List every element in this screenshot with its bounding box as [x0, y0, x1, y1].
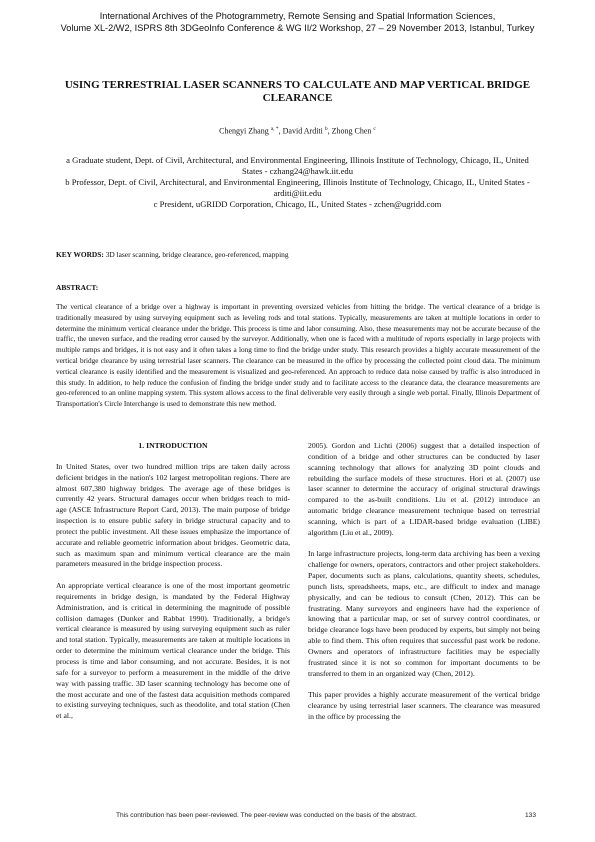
header-line-1: International Archives of the Photogrammetry, Remote Sensing and Spatial Information Sciences,	[99, 11, 496, 21]
keywords-text: 3D laser scanning, bridge clearance, geo-referenced, mapping	[105, 250, 289, 259]
body-column-left	[56, 441, 290, 733]
author-name: Zhong Chen	[331, 126, 372, 136]
body-paragraph: 2005). Gordon and Lichti (2006) suggest that a detailed inspection of condition of a bridge and other structures can be conducted by laser scanning technology that allows for analyzing 3D point clouds and rebuilding the surface models of these structures. Hori et al. (2007) use laser scanner to determine the accuracy of original structural drawings compared to the as-built conditions. Liu et al. (2012) introduce an automatic bridge clearance measurement technique based on terrestrial scanning, which is part of a LIDAR-based bridge evaluation (LIBE) algorithm (Liu et al., 2009).	[308, 441, 540, 537]
keywords-label: KEY WORDS:	[56, 250, 104, 259]
affiliation-b: b Professor, Dept. of Civil, Architectural, and Environmental Engineering, Illinois Institute of Technology, Chicago, IL, United States - arditi@iit.edu	[65, 177, 530, 198]
author-list: Chengyi Zhang $^{a, *}$, David Arditi $^b$, Zhong Chen $^c$	[219, 126, 376, 136]
running-header	[0, 10, 595, 34]
page-footer	[116, 812, 536, 819]
body-paragraph: An appropriate vertical clearance is one of the most important geometric requirements in bridge design, is mandated by the Federal Highway Administration, and is critical in determining the magnitude of possible collision damages (Dunker and Rabbat 1990). Traditionally, a bridge's vertical clearance is measured by using surveying equipment such as ruler and total station. Typically, measurements are taken at multiple locations in order to determine the minimum vertical clearance under the bridge. This process is time and labor consuming, and not accurate. Besides, it is not safe for a surveyor to perform a measurement in the middle of the drive way with passing traffic. 3D laser scanning technology has become one of the most accurate and one of the fastest data acquisition methods compared to existing surveying techniques, such as theodolite, and total station (Chen et al.,	[56, 581, 290, 721]
abstract-text: The vertical clearance of a bridge over a highway is important in preventing oversized vehicles from hitting the bridge. The vertical clearance of a bridge is traditionally measured by using surveying equipment such as leveling rods and total stations. Typically, measurements are taken at multiple locations in order to determine the minimum vertical clearance under the bridge. This process is time and labor consuming. Also, these measurements may not be accurate because of the traffic, the uneven surface, and the reading error caused by the surveyor. Additionally, when one is faced with a multitude of reports especially in large projects with multiple ramps and bridges, it is not easy and it often takes a long time to find the bridge under study. This research provides a highly accurate measurement of the vertical bridge clearance by using terrestrial laser scanners. The clearance can be measured in the office by processing the collected point cloud data. The minimum vertical clearance is easily identified and the measurement is visualized and geo-referenced. An approach to reduce data noise caused by traffic is also introduced in this study. In addition, to help reduce the confusion of finding the bridge under study and to facilitate access to the clearance data, the clearance measurements are geo-referenced to an online mapping system. This system allows access to the final deliverable very easily through a single web portal. Finally, Illinois Department of Transportation's Circle Interchange is used to demonstrate this new method.	[56, 303, 540, 409]
section-heading: 1. INTRODUCTION	[138, 441, 208, 450]
affiliation-a: a Graduate student, Dept. of Civil, Architectural, and Environmental Engineering, Illinois Institute of Technology, Chicago, IL, United States - czhang24@hawk.iit.edu	[66, 155, 529, 176]
abstract-heading: ABSTRACT:	[56, 283, 99, 292]
paper-title: USING TERRESTRIAL LASER SCANNERS TO CALCULATE AND MAP VERTICAL BRIDGE CLEARANCE	[64, 79, 531, 104]
page-number: 133	[524, 812, 536, 819]
header-line-2: Volume XL-2/W2, ISPRS 8th 3DGeoInfo Conference & WG II/2 Workshop, 27 – 29 November 2013, Istanbul, Turkey	[60, 23, 535, 33]
author-marker: c	[373, 126, 376, 132]
keywords	[56, 250, 540, 260]
author-name: Chengyi Zhang	[219, 126, 269, 136]
body-paragraph: In large infrastructure projects, long-term data archiving has been a vexing challenge for owners, operators, contractors and other project stakeholders. Paper, documents such as plans, calculations, quantity sheets, schedules, punch lists, spreadsheets, maps, etc., are difficult to index and manage physically, and can be tedious to consult (Chen, 2012). This can be frustrating. Many surveyors and engineers have had the experience of knowing that a particular map, or set of survey control coordinates, or bridge clearance logs have been produced by experts, but simply not being able to find them. This often requires that successful past work be redone. Owners and operators of infrastructure facilities may be especially frustrated since it is not so common for important documents to be transferred to them in an organized way (Chen, 2012).	[308, 549, 540, 678]
body-paragraph: In United States, over two hundred million trips are taken daily across deficient bridges in the nation's 102 largest metropolitan regions. There are almost 607,380 highway bridges. The average age of these bridges is currently 42 years. Structural damages occur when bridges reach to mid-age (ASCE Infrastructure Report Card, 2013). The main purpose of bridge inspection is to ensure public safety in bridge structural capacity and to protect the public investment. All these issues emphasize the importance of accurate and reliable geometric information about bridges. Geometric data, such as maximum span and minimum vertical clearance are the main parameters measured in the bridge inspection process.	[56, 461, 290, 569]
author-name: David Arditi	[282, 126, 323, 136]
body-paragraph: This paper provides a highly accurate measurement of the vertical bridge clearance by using terrestrial laser scanners. The clearance was measured in the office by processing the	[308, 690, 540, 721]
author-marker: a, *	[270, 126, 279, 132]
affiliations	[56, 155, 539, 210]
affiliation-c: c President, uGRIDD Corporation, Chicago, IL, United States - zchen@ugridd.com	[153, 199, 442, 209]
body-column-right	[308, 441, 540, 734]
author-marker: b	[324, 126, 328, 132]
footer-note: This contribution has been peer-reviewed. The peer-review was conducted on the basis of the abstract.	[116, 812, 417, 819]
